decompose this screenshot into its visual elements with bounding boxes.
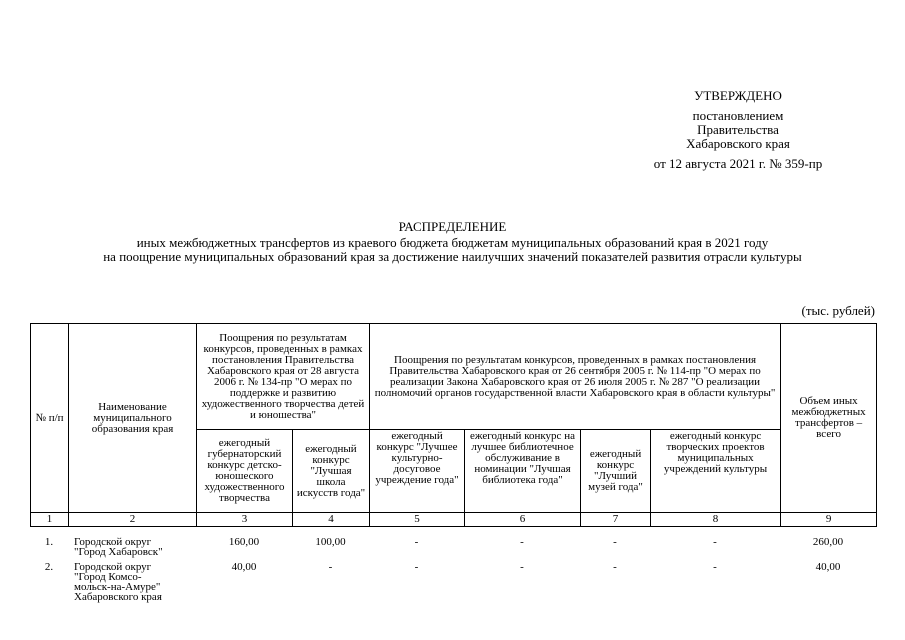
- header-sub-3: ежегодный губернаторский конкурс детско-юношеского художественного творчества: [197, 430, 293, 513]
- header-total: Объем иных межбюджетных трансфертов – всего: [781, 324, 877, 513]
- header-sub-6: ежегодный конкурс на лучшее библиотечное обслуживание в номинации "Лучшая библиотека года": [465, 430, 581, 513]
- header-no: № п/п: [31, 324, 69, 513]
- subtitle-line: на поощрение муниципальных образований края за достижение наилучших значений показателей развития отрасли культуры: [103, 249, 802, 264]
- header-table: [30, 323, 877, 527]
- table-row: [30, 535, 876, 560]
- column-number: 4: [293, 513, 370, 527]
- header-group-2: Поощрения по результатам конкурсов, проведенных в рамках постановления Правительства Хабаровского края от 26 сентября 2005 г. № 114-пр "О мерах по реализации Закона Хабаровского края от 26 июля 2005 г. № 287 "О реализации полномочий органов государственной власти Хабаровского края в области культуры": [370, 324, 781, 430]
- unit-label: (тыс. рублей): [801, 303, 875, 318]
- header-sub-4: ежегодный конкурс "Лучшая школа искусств года": [293, 430, 370, 513]
- row-value: 160,00: [228, 536, 260, 548]
- column-number: 1: [31, 513, 69, 527]
- column-number: 7: [581, 513, 651, 527]
- column-numbers-row: [31, 513, 877, 527]
- row-number: 1.: [44, 536, 54, 548]
- row-value: -: [613, 536, 617, 548]
- row-value: -: [414, 536, 419, 548]
- row-value: -: [328, 561, 333, 573]
- document-subtitle: [0, 236, 905, 264]
- header-sub-7: ежегодный конкурс "Лучший музей года": [581, 430, 651, 513]
- column-number: 6: [465, 513, 581, 527]
- column-number: 8: [651, 513, 781, 527]
- header-name: Наименование муниципального образования края: [69, 324, 197, 513]
- approval-line: Хабаровского края: [686, 136, 790, 151]
- row-number: 2.: [44, 561, 54, 573]
- row-name: [68, 535, 196, 560]
- row-value: 100,00: [315, 536, 346, 548]
- row-name-line: Городской округ: [74, 536, 152, 548]
- row-value: -: [520, 561, 524, 573]
- row-name-line: Городской округ: [74, 561, 152, 573]
- row-name-line: "Город Комсо-: [74, 571, 142, 583]
- row-name-line: мольск-на-Амуре": [74, 581, 161, 593]
- row-value: -: [713, 536, 717, 548]
- header-group-1: Поощрения по результатам конкурсов, проведенных в рамках постановления Правительства Хабаровского края от 28 августа 2006 г. № 134-пр "О мерах по поддержке и развитию художественного творчества детей и юношества": [197, 324, 370, 430]
- column-number: 2: [69, 513, 197, 527]
- subtitle-line: иных межбюджетных трансфертов из краевого бюджета бюджетам муниципальных образований края в 2021 году: [136, 235, 769, 250]
- approval-heading: УТВЕРЖДЕНО: [694, 88, 782, 103]
- row-value: -: [613, 561, 617, 573]
- column-number: 5: [370, 513, 465, 527]
- row-name-line: Хабаровского края: [74, 591, 162, 603]
- row-value: -: [520, 536, 524, 548]
- row-name: [68, 560, 196, 605]
- header-sub-8: ежегодный конкурс творческих проектов муниципальных учреждений культуры: [651, 430, 781, 513]
- approval-line: постановлением: [692, 108, 784, 123]
- row-name-line: "Город Хабаровск": [74, 546, 163, 558]
- table-row: [30, 560, 876, 605]
- row-value: -: [713, 561, 717, 573]
- row-total: 260,00: [812, 536, 844, 548]
- column-number: 3: [197, 513, 293, 527]
- column-number: 9: [781, 513, 877, 527]
- approval-line: Правительства: [697, 122, 779, 137]
- row-value: -: [414, 561, 419, 573]
- row-value: 40,00: [231, 561, 257, 573]
- document-title: РАСПРЕДЕЛЕНИЕ: [398, 219, 507, 234]
- approval-date: от 12 августа 2021 г. № 359-пр: [653, 156, 823, 171]
- header-sub-5: ежегодный конкурс "Лучшее культурно-досуговое учреждение года": [370, 430, 465, 513]
- row-total: 40,00: [815, 561, 841, 573]
- data-table: [30, 535, 876, 605]
- approval-block: [623, 89, 853, 171]
